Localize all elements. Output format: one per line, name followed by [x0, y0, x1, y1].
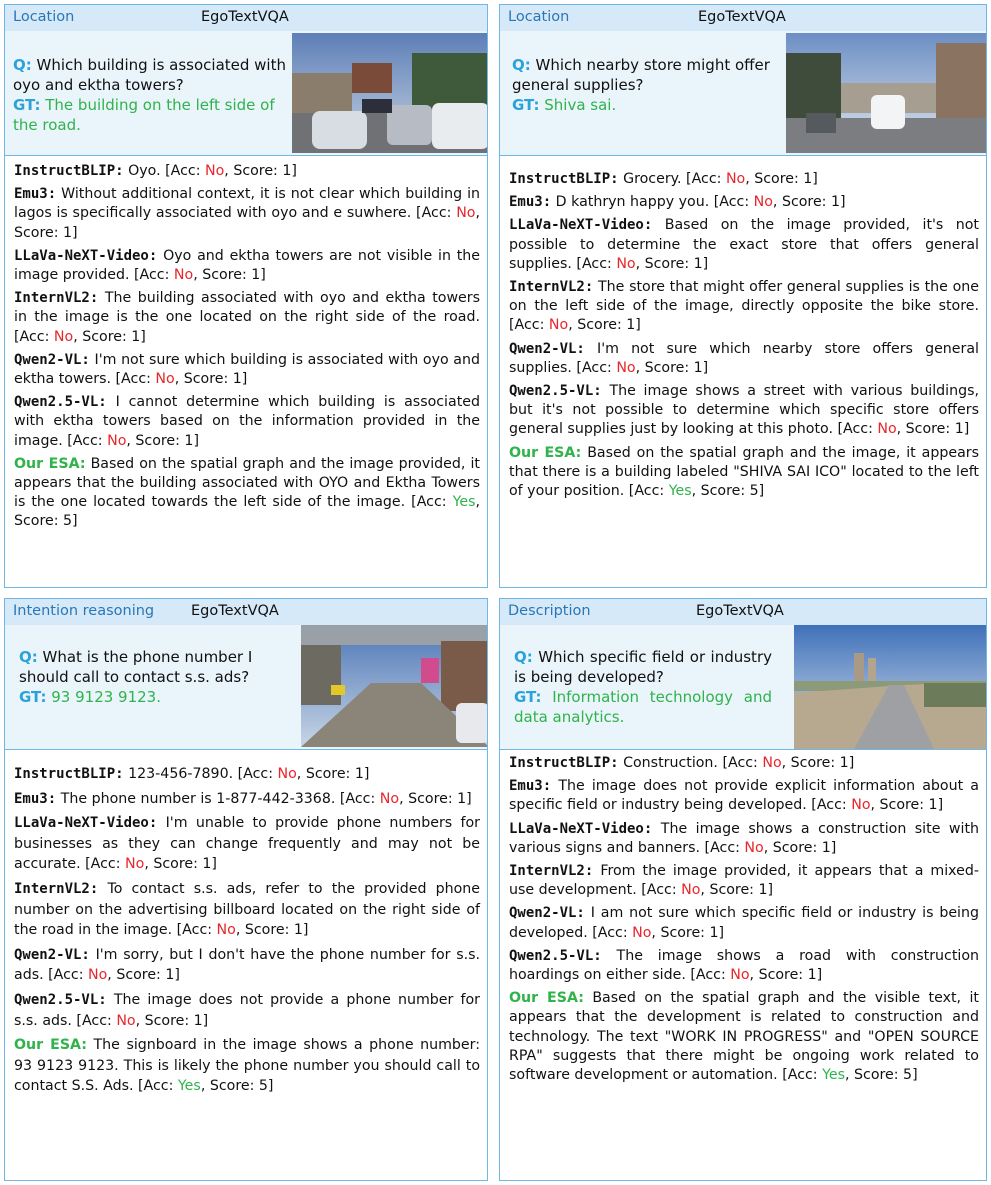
- scene-photo: [292, 33, 487, 153]
- question-area: [500, 31, 986, 155]
- answer-emu3: Emu3: D kathryn happy you. [Acc: No, Score: 1]: [509, 194, 846, 211]
- question-area: [500, 625, 986, 749]
- answer-instructblip: InstructBLIP: 123-456-7890. [Acc: No, Score: 1]: [14, 766, 370, 782]
- answer-internvl2: InternVL2: The store that might offer general supplies is the one on the left side of the image, directly opposite the bike store. [Acc: No, Score: 1]: [509, 279, 979, 334]
- answer-emu3: Emu3: The phone number is 1-877-442-3368. [Acc: No, Score: 1]: [14, 790, 472, 807]
- dataset-label: EgoTextVQA: [698, 9, 786, 25]
- example-panel-location-store: [499, 4, 987, 588]
- question-text: Which building is associated with oyo and ektha towers?: [13, 56, 286, 94]
- answer-our-esa: Our ESA: The signboard in the image shows a phone number: 93 9123 9123. This is likely the phone number you should call to contact S.S. Ads. [Acc: Yes, Score: 5]: [14, 1037, 480, 1095]
- answer-emu3: Emu3: The image does not provide explicit information about a specific field or industry being developed. [Acc: No, Score: 1]: [509, 778, 979, 814]
- panel-header: [5, 599, 487, 626]
- category-label: Description: [508, 603, 591, 619]
- gt-text: Shiva sai.: [544, 96, 617, 114]
- answer-qwen25-vl: Qwen2.5-VL: The image does not provide a phone number for s.s. ads. [Acc: No, Score: 1]: [14, 991, 480, 1029]
- example-panel-intention-reasoning: [4, 598, 488, 1181]
- answers-section: [500, 155, 986, 587]
- answer-qwen2-vl: Qwen2-VL: I'm not sure which nearby store offers general supplies. [Acc: No, Score: 1]: [509, 340, 979, 376]
- answer-emu3: Emu3: Without additional context, it is not clear which building in lagos is specifically associated with oyo and e suwhere. [Acc: No, Score: 1]: [14, 186, 480, 241]
- question-label: Q:: [13, 56, 32, 74]
- answer-instructblip: InstructBLIP: Grocery. [Acc: No, Score: 1]: [509, 171, 818, 187]
- answer-our-esa: Our ESA: Based on the spatial graph and the visible text, it appears that the development is related to construction and technology. The text "WORK IN PROGRESS" and "OPEN SOURCE RPA" suggests that there might be ongoing work related to software development or automation. [Acc: Yes, Score: 5]: [509, 990, 979, 1084]
- question-block: [19, 647, 289, 707]
- question-label: Q:: [512, 56, 531, 74]
- scene-photo: [794, 625, 986, 749]
- answer-internvl2: InternVL2: From the image provided, it appears that a mixed-use development. [Acc: No, Score: 1]: [509, 863, 979, 899]
- panel-header: [500, 5, 986, 32]
- answer-internvl2: InternVL2: To contact s.s. ads, refer to the provided phone number on the advertising billboard located on the right side of the road in the image. [Acc: No, Score: 1]: [14, 880, 480, 939]
- scene-photo: [786, 33, 986, 153]
- answer-internvl2: InternVL2: The building associated with oyo and ektha towers in the image is the one located on the right side of the road. [Acc: No, Score: 1]: [14, 290, 480, 345]
- answers-section: [5, 155, 487, 587]
- answer-qwen25-vl: Qwen2.5-VL: I cannot determine which building is associated with ektha towers based on the information provided in the image. [Acc: No, Score: 1]: [14, 394, 480, 449]
- answer-llava-next-video: LLaVa-NeXT-Video: The image shows a construction site with various signs and banners. [Acc: No, Score: 1]: [509, 820, 980, 856]
- question-text: What is the phone number I should call to contact s.s. ads?: [19, 648, 253, 686]
- question-block: [512, 55, 772, 115]
- panel-header: [500, 599, 986, 626]
- gt-text: The building on the left side of the road.: [13, 96, 275, 134]
- answer-qwen25-vl: Qwen2.5-VL: The image shows a street with various buildings, but it's not possible to determine which specific store offers general supplies just by looking at this photo. [Acc: No, Score: 1]: [509, 383, 979, 438]
- question-area: [5, 31, 487, 155]
- dataset-label: EgoTextVQA: [201, 9, 289, 25]
- answer-qwen2-vl: Qwen2-VL: I'm not sure which building is associated with oyo and ektha towers. [Acc: No, Score: 1]: [14, 351, 480, 388]
- answer-qwen2-vl: Qwen2-VL: I'm sorry, but I don't have the phone number for s.s. ads. [Acc: No, Score: 1]: [14, 946, 480, 984]
- question-text: Which specific field or industry is being developed?: [514, 648, 772, 686]
- dataset-label: EgoTextVQA: [696, 603, 784, 619]
- answers-section: [5, 749, 487, 1180]
- answer-our-esa: Our ESA: Based on the spatial graph and the image, it appears that there is a building labeled "SHIVA SAI ICO" located to the left of your position. [Acc: Yes, Score: 5]: [509, 444, 979, 500]
- answer-instructblip: InstructBLIP: Construction. [Acc: No, Score: 1]: [509, 755, 855, 771]
- question-block: [514, 647, 772, 727]
- gt-label: GT:: [512, 96, 540, 114]
- gt-label: GT:: [13, 96, 41, 114]
- gt-label: GT:: [514, 688, 542, 706]
- category-label: Location: [508, 9, 570, 25]
- answer-llava-next-video: LLaVa-NeXT-Video: I'm unable to provide phone numbers for businesses as they can change frequently and may not be accurate. [Acc: No, Score: 1]: [14, 815, 480, 873]
- dataset-label: EgoTextVQA: [191, 603, 279, 619]
- question-label: Q:: [19, 648, 38, 666]
- example-panel-location-oyo: [4, 4, 488, 588]
- gt-text: 93 9123 9123.: [51, 688, 161, 706]
- example-panel-description: [499, 598, 987, 1181]
- category-label: Location: [13, 9, 75, 25]
- answer-instructblip: InstructBLIP: Oyo. [Acc: No, Score: 1]: [14, 163, 297, 179]
- gt-label: GT:: [19, 688, 47, 706]
- answer-qwen2-vl: Qwen2-VL: I am not sure which specific field or industry is being developed. [Acc: No, Score: 1]: [509, 905, 979, 941]
- question-block: [13, 55, 288, 135]
- question-text: Which nearby store might offer general supplies?: [512, 56, 770, 94]
- category-label: Intention reasoning: [13, 603, 155, 619]
- answer-llava-next-video: LLaVa-NeXT-Video: Oyo and ektha towers are not visible in the image provided. [Acc: No, Score: 1]: [14, 247, 480, 284]
- answers-section: [500, 749, 986, 1180]
- panel-header: [5, 5, 487, 32]
- question-label: Q:: [514, 648, 533, 666]
- question-area: [5, 625, 487, 749]
- scene-photo: [301, 625, 487, 747]
- gt-text: Information technology and data analytics.: [514, 688, 772, 726]
- answer-our-esa: Our ESA: Based on the spatial graph and the image provided, it appears that the building associated with OYO and Ektha Towers is the one located towards the left side of the image. [Acc: Yes, Score: 5]: [14, 455, 480, 530]
- answer-qwen25-vl: Qwen2.5-VL: The image shows a road with construction hoardings on either side. [Acc: No, Score: 1]: [509, 947, 979, 984]
- answer-llava-next-video: LLaVa-NeXT-Video: Based on the image provided, it's not possible to determine the exact store that offers general supplies. [Acc: No, Score: 1]: [509, 217, 979, 272]
